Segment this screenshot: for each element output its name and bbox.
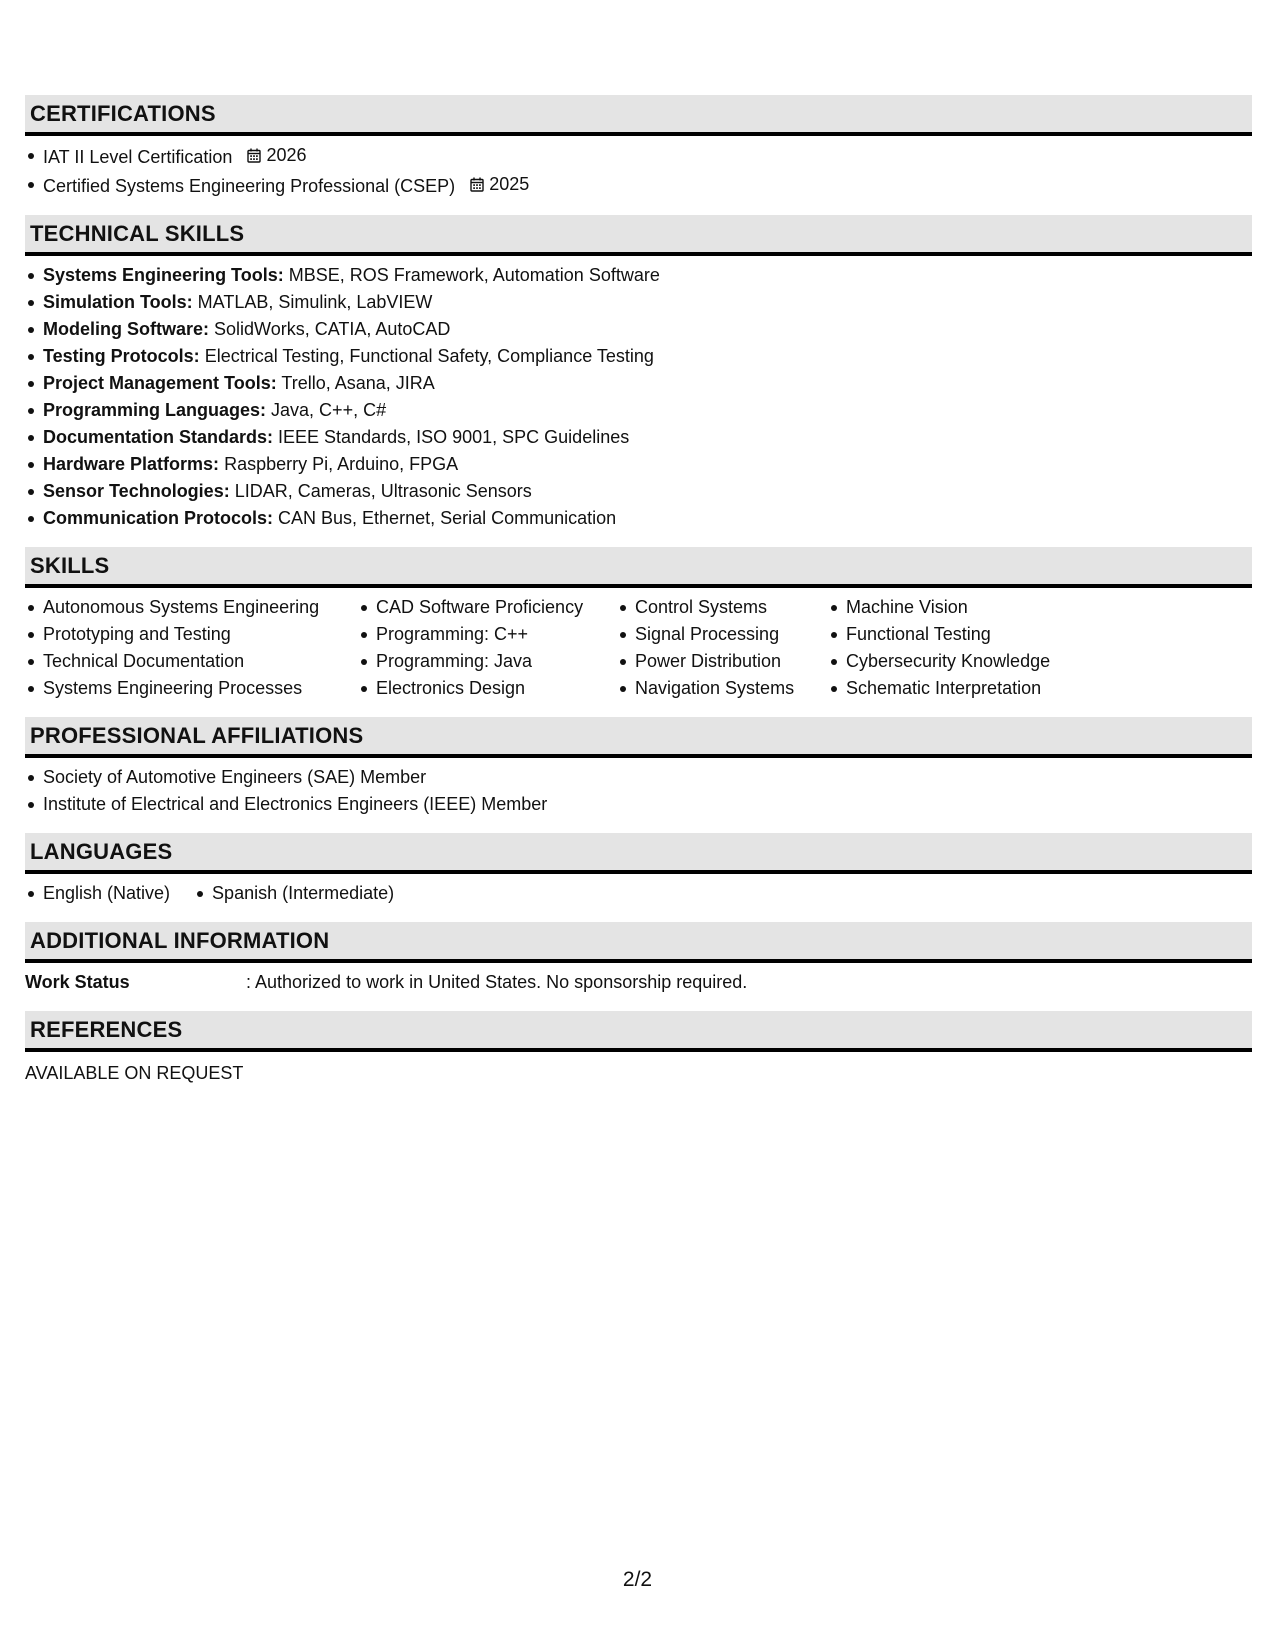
skill-category: Sensor Technologies: xyxy=(43,481,230,501)
list-item xyxy=(25,262,1252,289)
certifications-header xyxy=(25,95,1252,136)
list-item: Technical Documentation xyxy=(25,648,358,675)
technical-skills-list xyxy=(25,262,1252,532)
skills-grid xyxy=(25,594,1252,702)
references-header xyxy=(25,1011,1252,1052)
skill-category: Modeling Software: xyxy=(43,319,209,339)
additional-info-header xyxy=(25,922,1252,963)
list-item: Machine Vision xyxy=(828,594,1128,621)
list-item xyxy=(25,451,1252,478)
skill-category: Communication Protocols: xyxy=(43,508,274,528)
list-item: Programming: Java xyxy=(358,648,617,675)
certifications-section xyxy=(25,95,1252,200)
list-item: Control Systems xyxy=(617,594,828,621)
list-item: Schematic Interpretation xyxy=(828,675,1128,702)
skill-values: IEEE Standards, ISO 9001, SPC Guidelines xyxy=(273,427,630,447)
languages-row xyxy=(25,874,1252,907)
skill-category: Systems Engineering Tools: xyxy=(43,265,284,285)
work-status-row xyxy=(25,969,1252,996)
technical-skills-section xyxy=(25,215,1252,532)
list-item: Autonomous Systems Engineering xyxy=(25,594,358,621)
certification-name: IAT II Level Certification xyxy=(43,147,233,167)
affiliations-section xyxy=(25,717,1252,818)
work-status-label: Work Status xyxy=(25,972,130,992)
skill-category: Project Management Tools: xyxy=(43,373,277,393)
affiliations-header xyxy=(25,717,1252,758)
list-item: Signal Processing xyxy=(617,621,828,648)
list-item: Electronics Design xyxy=(358,675,617,702)
resume-page xyxy=(25,95,1252,1102)
list-item xyxy=(25,397,1252,424)
skill-values: Electrical Testing, Functional Safety, Compliance Testing xyxy=(199,346,654,366)
additional-info-section xyxy=(25,922,1252,996)
skill-category: Testing Protocols: xyxy=(43,346,200,366)
skills-section xyxy=(25,547,1252,702)
list-item: CAD Software Proficiency xyxy=(358,594,617,621)
page-number: 2/2 xyxy=(622,1568,653,1591)
list-item: Power Distribution xyxy=(617,648,828,675)
list-item: Functional Testing xyxy=(828,621,1128,648)
skills-column xyxy=(617,594,828,702)
skill-values: CAN Bus, Ethernet, Serial Communication xyxy=(273,508,617,528)
list-item xyxy=(25,478,1252,505)
certification-date xyxy=(247,142,306,169)
list-item: Prototyping and Testing xyxy=(25,621,358,648)
list-item: Institute of Electrical and Electronics Engineers (IEEE) Member xyxy=(25,791,1252,818)
certification-date xyxy=(470,171,529,198)
skills-header xyxy=(25,547,1252,588)
calendar-icon xyxy=(470,177,484,192)
list-item xyxy=(25,316,1252,343)
section-title: SKILLS xyxy=(30,552,110,578)
list-item xyxy=(25,142,1252,171)
technical-skills-header xyxy=(25,215,1252,256)
certification-name: Certified Systems Engineering Professional (CSEP) xyxy=(43,176,456,196)
skill-category: Simulation Tools: xyxy=(43,292,193,312)
section-title: ADDITIONAL INFORMATION xyxy=(30,927,330,953)
list-item xyxy=(25,424,1252,451)
section-title: TECHNICAL SKILLS xyxy=(30,220,245,246)
certifications-list xyxy=(25,142,1252,200)
skill-values: LIDAR, Cameras, Ultrasonic Sensors xyxy=(229,481,532,501)
skills-column xyxy=(25,594,358,702)
list-item: Society of Automotive Engineers (SAE) Member xyxy=(25,764,1252,791)
list-item xyxy=(25,343,1252,370)
list-item xyxy=(25,171,1252,200)
languages-list xyxy=(25,880,418,907)
list-item: Spanish (Intermediate) xyxy=(194,880,394,907)
skill-category: Programming Languages: xyxy=(43,400,267,420)
languages-header xyxy=(25,833,1252,874)
certification-year: 2026 xyxy=(266,145,307,165)
certification-year: 2025 xyxy=(489,174,530,194)
skill-category: Hardware Platforms: xyxy=(43,454,220,474)
references-text: AVAILABLE ON REQUEST xyxy=(25,1063,244,1083)
skill-values: Java, C++, C# xyxy=(266,400,387,420)
section-title: PROFESSIONAL AFFILIATIONS xyxy=(30,722,364,748)
list-item xyxy=(25,505,1252,532)
list-item: Programming: C++ xyxy=(358,621,617,648)
list-item: Cybersecurity Knowledge xyxy=(828,648,1128,675)
skill-values: MBSE, ROS Framework, Automation Software xyxy=(283,265,660,285)
work-status-value: : Authorized to work in United States. No sponsorship required. xyxy=(246,972,748,992)
skill-category: Documentation Standards: xyxy=(43,427,274,447)
skill-values: Trello, Asana, JIRA xyxy=(276,373,435,393)
references-section xyxy=(25,1011,1252,1087)
section-title: REFERENCES xyxy=(30,1016,183,1042)
affiliations-list xyxy=(25,764,1252,818)
skills-column xyxy=(828,594,1128,702)
list-item: Systems Engineering Processes xyxy=(25,675,358,702)
list-item: English (Native) xyxy=(25,880,170,907)
skill-values: MATLAB, Simulink, LabVIEW xyxy=(192,292,433,312)
skill-values: SolidWorks, CATIA, AutoCAD xyxy=(209,319,451,339)
list-item xyxy=(25,289,1252,316)
section-title: CERTIFICATIONS xyxy=(30,100,216,126)
section-title: LANGUAGES xyxy=(30,838,173,864)
list-item xyxy=(25,370,1252,397)
list-item: Navigation Systems xyxy=(617,675,828,702)
skill-values: Raspberry Pi, Arduino, FPGA xyxy=(219,454,459,474)
languages-section xyxy=(25,833,1252,907)
calendar-icon xyxy=(247,148,261,163)
skills-column xyxy=(358,594,617,702)
